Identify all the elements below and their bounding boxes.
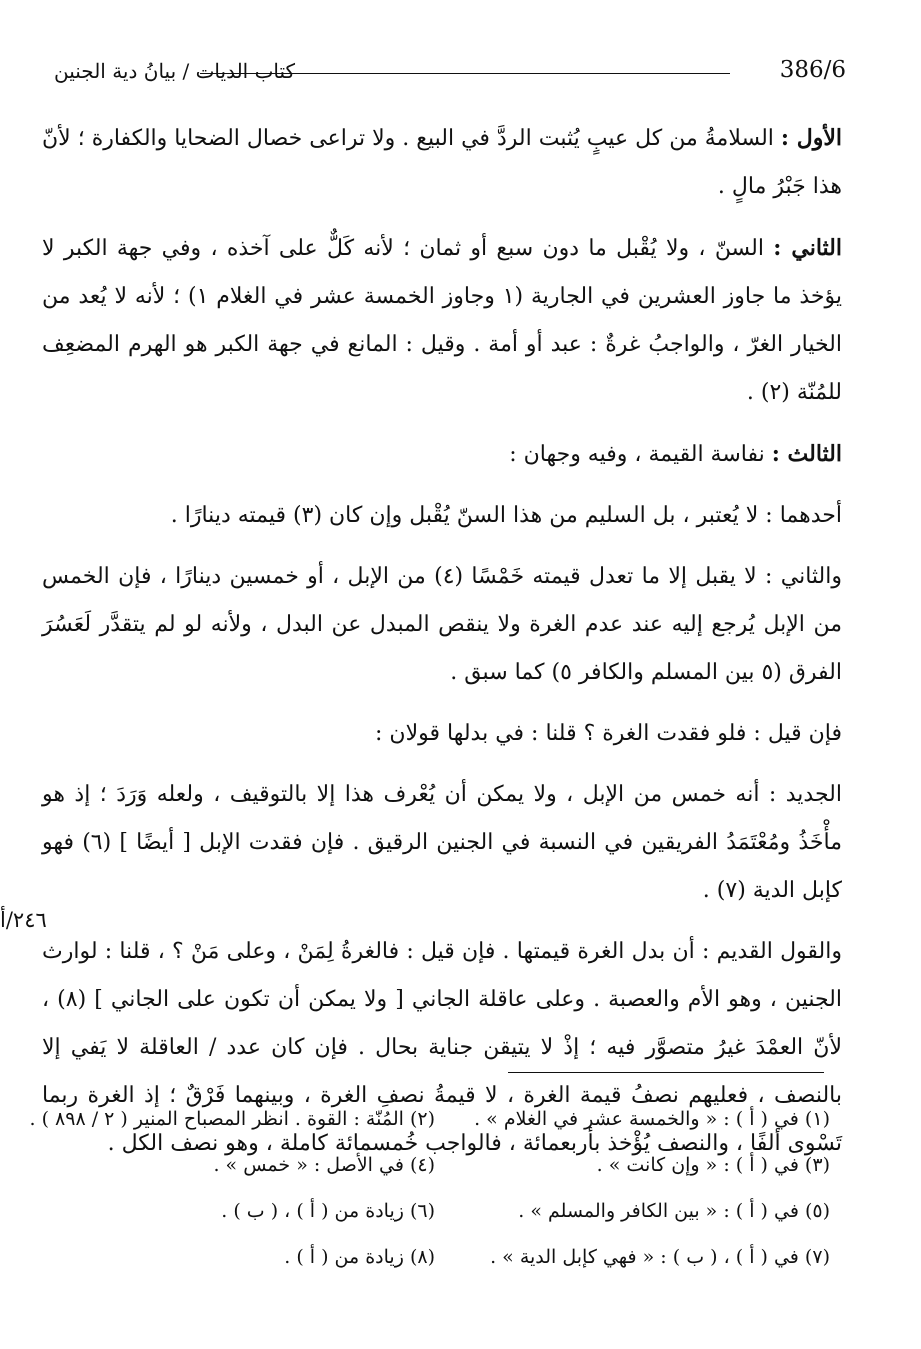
paragraph (42, 771, 842, 915)
paragraph (42, 114, 842, 211)
footnote: (٣) في ( أ ) : « وإن كانت » . (596, 1154, 830, 1176)
paragraph-body: السنّ ، ولا يُقْبل ما دون سبع أو ثمان ؛ لأنه كَلٌّ على آخذه ، وفي جهة الكبر لا يؤخذ ما جاوز العشرين في الجارية (١ وجاوز الخمسة عشر في الغلام ١) ؛ لأنه لا يُعد من الخيار الغرّ ، والواجبُ غرةٌ : عبد أو أمة . وقيل : المانع في جهة الكبر هو الهرم المضعِف للمُنّة (٢) . (42, 236, 842, 405)
paragraph (42, 553, 842, 697)
paragraph (42, 710, 842, 758)
page-number: 386/6 (779, 57, 846, 83)
paragraph-body: نفاسة القيمة ، وفيه وجهان : (509, 442, 772, 467)
footnote-row (40, 1234, 830, 1280)
footnote-row (40, 1142, 830, 1188)
paragraph (42, 492, 842, 540)
paragraph-lead: الثالث : (771, 441, 842, 467)
footnote: (٥) في ( أ ) : « بين الكافر والمسلم » . (518, 1200, 830, 1222)
manuscript-folio-note: ٢٤٦/أ (0, 908, 47, 932)
paragraph-body: أحدهما : لا يُعتبر ، بل السليم من هذا السنّ يُقْبل وإن كان (٣) قيمته دينارًا . (170, 503, 842, 528)
paragraph-lead: الأول : (780, 125, 842, 151)
paragraph (42, 430, 842, 479)
footnote: (٦) زيادة من ( أ ) ، ( ب ) . (221, 1200, 435, 1222)
footnote: (٤) في الأصل : « خمس » . (213, 1154, 435, 1176)
paragraph-body: الجديد : أنه خمس من الإبل ، ولا يمكن أن يُعْرف هذا إلا بالتوقيف ، ولعله وَرَدَ ؛ إذ هو مأْخَذُ ومُعْتَمَدُ الفريقين في النسبة في الجنين الرقيق . فإن فقدت الإبل [ أيضًا ] (٦) فهو كإبل الدية (٧) . (42, 782, 842, 903)
footnote-row (40, 1188, 830, 1234)
running-header (40, 55, 846, 91)
paragraph (42, 224, 842, 417)
paragraph-body: فإن قيل : فلو فقدت الغرة ؟ قلنا : في بدلها قولان : (375, 721, 842, 746)
footnotes (29, 1096, 830, 1280)
footnote: (٨) زيادة من ( أ ) . (284, 1246, 435, 1268)
footnote-row (29, 1096, 830, 1142)
footnote: (٧) في ( أ ) ، ( ب ) : « فهي كإبل الدية » . (490, 1246, 830, 1268)
paragraph-body: والقول القديم : أن بدل الغرة قيمتها . فإن قيل : فالغرةُ لِمَنْ ، وعلى مَنْ ؟ ، قلنا : لوارث الجنين ، وهو الأم والعصبة . وعلى عاقلة الجاني [ ولا يمكن أن تكون على الجاني ] (٨) ، لأنّ العمْدَ غيرُ متصوَّر فيه ؛ إذْ لا يتيقن جناية بحال . فإن كان عدد / العاقلة لا يَفي إلا بالنصف ، فعليهم نصفُ قيمة الغرة ، لا قيمةُ نصفِ الغرة ، وبينهما فَرْقٌ ؛ إذ الغرة ربما تَسْوى ألفًا ، والنصف يُؤْخذ بأربعمائة ، فالواجب خُمسمائة كاملة ، وهو نصف الكل . (42, 939, 842, 1156)
main-text (29, 114, 842, 1181)
footnote: (٢) المُنّة : القوة . انظر المصباح المنير ( ٢ / ٨٩٨ ) . (29, 1108, 435, 1130)
paragraph-lead: الثاني : (773, 235, 842, 261)
footnote-rule (508, 1072, 824, 1073)
footnote: (١) في ( أ ) : « والخمسة عشر في الغلام » . (474, 1108, 830, 1130)
paragraph-body: والثاني : لا يقبل إلا ما تعدل قيمته خَمْسًا (٤) من الإبل ، أو خمسين دينارًا ، فإن الخمس من الإبل يُرجع إليه عند عدم الغرة ولا ينقص المبدل عن البدل ، ولأنه لو لم يتقدَّر لَعَسُرَ الفرق (٥ بين المسلم والكافر ٥) كما سبق . (42, 564, 842, 685)
paragraph-body: السلامةُ من كل عيبٍ يُثبت الردَّ في البيع . ولا تراعى خصال الضحايا والكفارة ؛ لأنّ هذا جَبْرُ مالٍ . (42, 126, 842, 199)
chapter-title: كتاب الديات / بيانُ دية الجنين (54, 59, 296, 83)
